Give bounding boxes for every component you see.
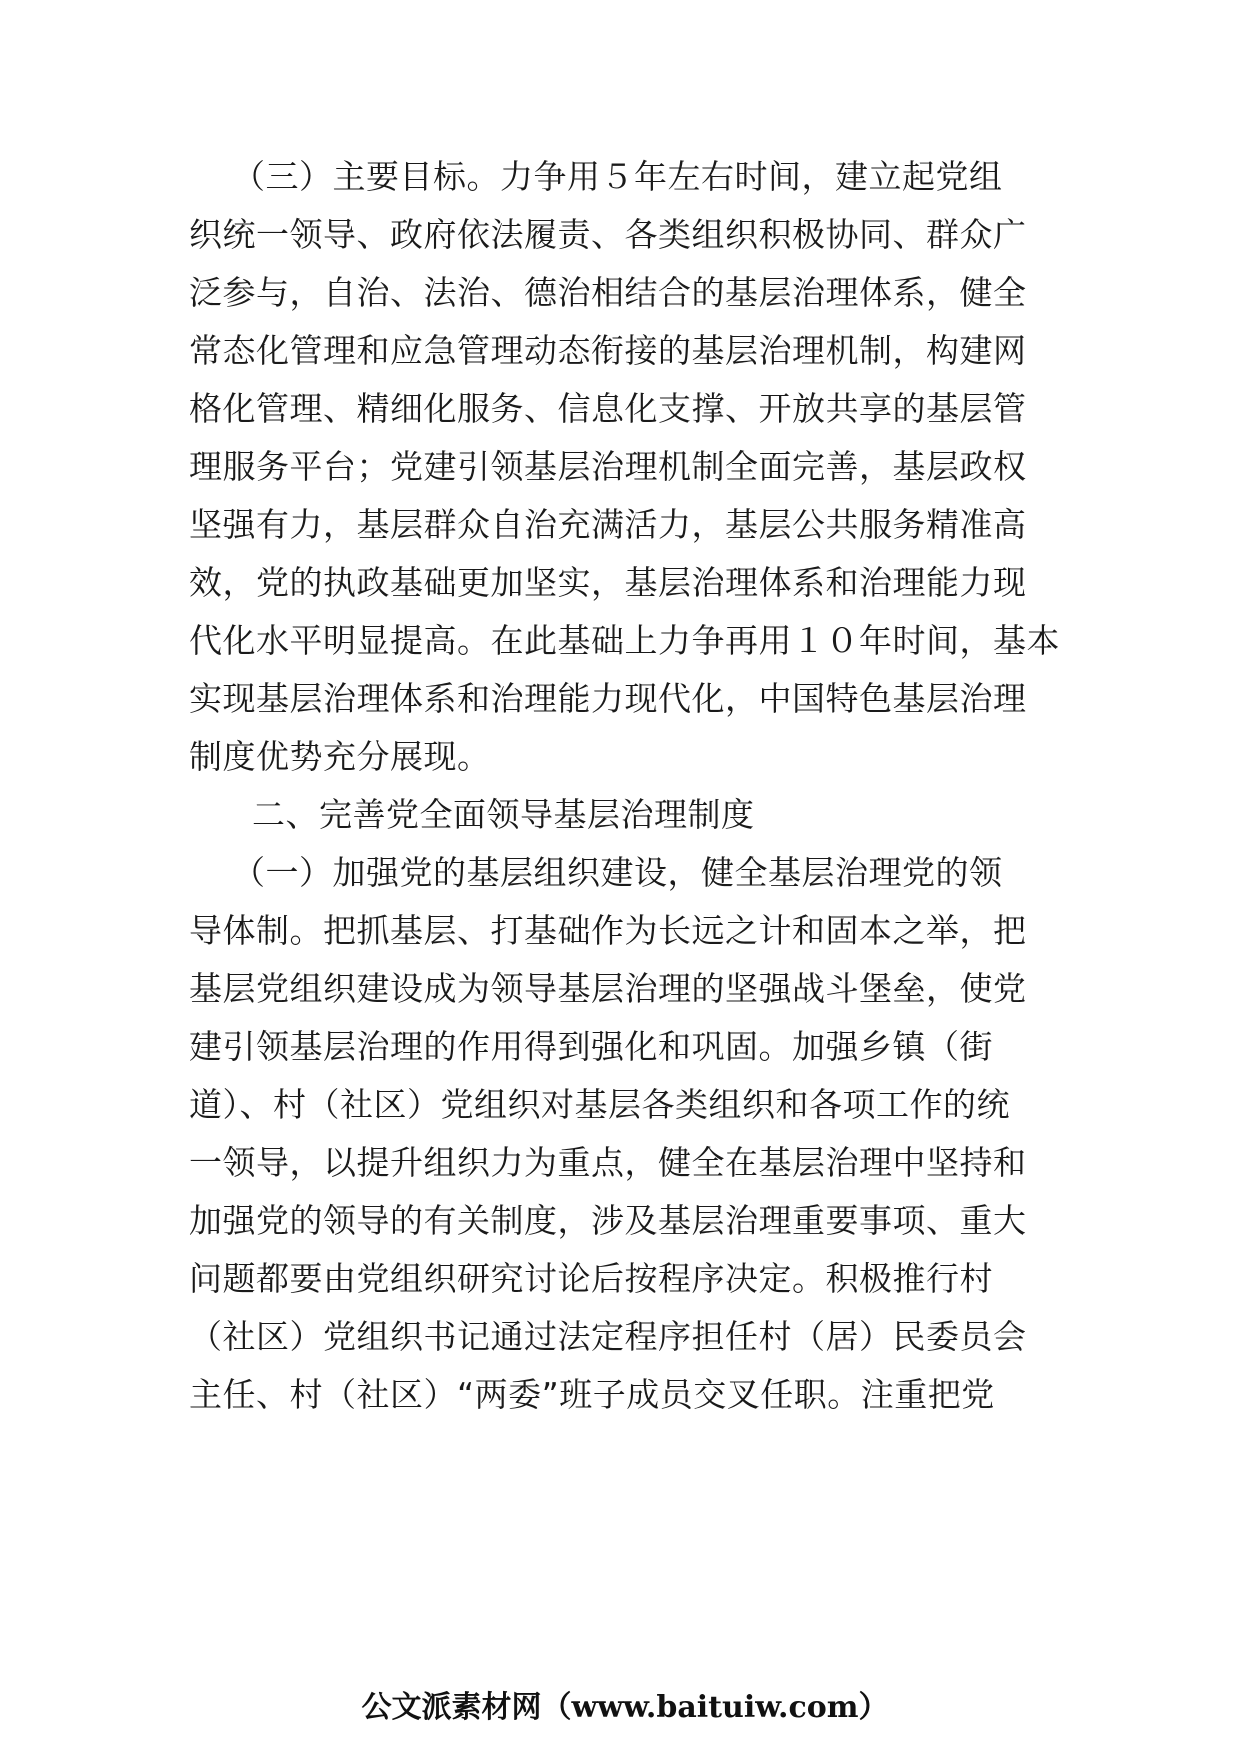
body-text-line: 主任、村（社区）“两委”班子成员交叉任职。注重把党 xyxy=(189,1375,995,1414)
body-text-line: 代化水平明显提高。在此基础上力争再用１０年时间，基本 xyxy=(189,621,1060,660)
body-text-line: 加强党的领导的有关制度，涉及基层治理重要事项、重大 xyxy=(189,1201,1027,1240)
body-text-line: 基层党组织建设成为领导基层治理的坚强战斗堡垒，使党 xyxy=(189,969,1027,1008)
body-text-line: 导体制。把抓基层、打基础作为长远之计和固本之举，把 xyxy=(189,911,1027,950)
body-text-line: 制度优势充分展现。 xyxy=(189,737,491,776)
body-text-line: 效，党的执政基础更加坚实，基层治理体系和治理能力现 xyxy=(189,563,1027,602)
body-text-line: （三）主要目标。力争用５年左右时间，建立起党组 xyxy=(232,157,1003,196)
body-text-line: 问题都要由党组织研究讨论后按程序决定。积极推行村 xyxy=(189,1259,993,1298)
body-text-line: （一）加强党的基层组织建设，健全基层治理党的领 xyxy=(232,853,1003,892)
body-text-line: 实现基层治理体系和治理能力现代化，中国特色基层治理 xyxy=(189,679,1027,718)
body-text-line: 理服务平台；党建引领基层治理机制全面完善，基层政权 xyxy=(189,447,1027,486)
body-text-line: 建引领基层治理的作用得到强化和巩固。加强乡镇（街 xyxy=(189,1027,993,1066)
body-text-line: 格化管理、精细化服务、信息化支撑、开放共享的基层管 xyxy=(189,389,1027,428)
body-text-line: 常态化管理和应急管理动态衔接的基层治理机制，构建网 xyxy=(189,331,1027,370)
body-text-line: 织统一领导、政府依法履责、各类组织积极协同、群众广 xyxy=(189,215,1027,254)
section-heading: 二、完善党全面领导基层治理制度 xyxy=(252,795,755,834)
footer-source: 公文派素材网（www.baituiw.com） xyxy=(361,1690,889,1725)
body-text-line: 坚强有力，基层群众自治充满活力，基层公共服务精准高 xyxy=(189,505,1027,544)
body-text-line: （社区）党组织书记通过法定程序担任村（居）民委员会 xyxy=(189,1317,1027,1356)
body-text-line: 道）、村（社区）党组织对基层各类组织和各项工作的统 xyxy=(189,1085,1010,1124)
body-text-line: 一领导，以提升组织力为重点，健全在基层治理中坚持和 xyxy=(189,1143,1027,1182)
body-text-line: 泛参与，自治、法治、德治相结合的基层治理体系，健全 xyxy=(189,273,1027,312)
